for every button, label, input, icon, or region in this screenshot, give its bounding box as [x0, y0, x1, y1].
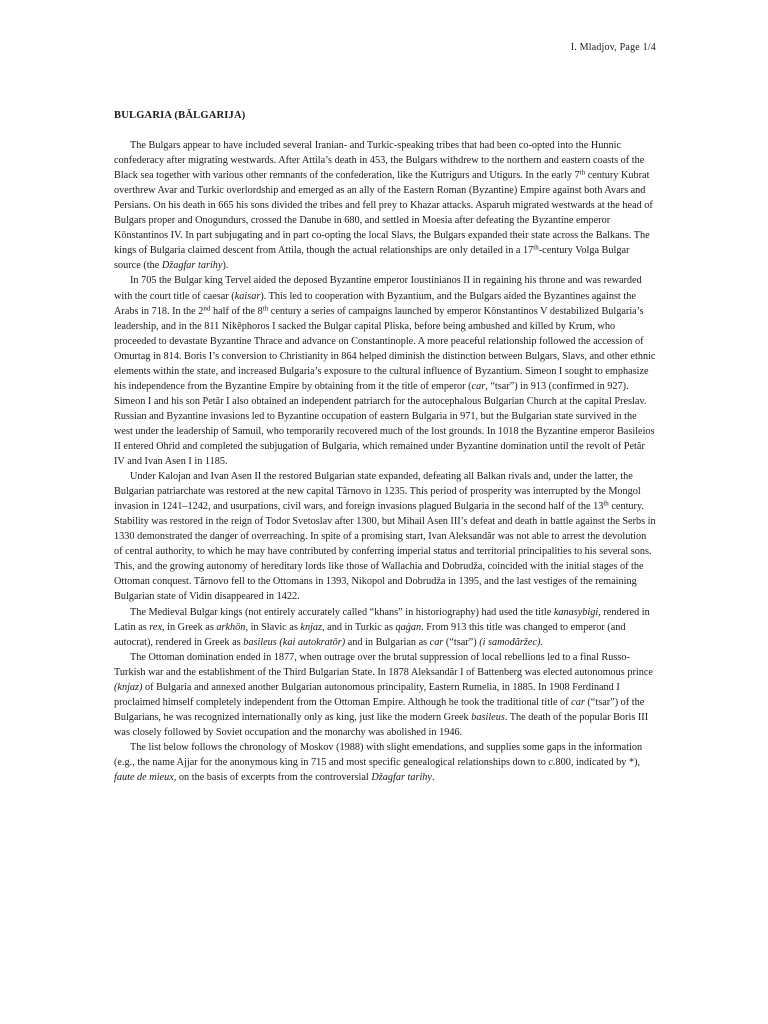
- running-header: I. Mladjov, Page 1/4: [570, 42, 656, 53]
- document-body: [114, 108, 657, 785]
- italic-text: rex: [149, 621, 163, 633]
- text-run: century Kubrat overthrew Avar and Turkic overlordship and emerged as an ally of the Eastern Roman (Byzantine) Empire against both Avars and Persians. On his death in 665 his sons divided the tribes and fell prey to Khazar attacks. Asparuh migrated westwards at the head of Bulgars proper and Onogundurs, crossed the Danube in 680, and settled in Moesia after defeating the Byzantine emperor Kōnstantinos IV. In part subjugating and in part co-opting the local Slavs, the Bulgars expanded their state across the Balkans. The kings of Bulgaria claimed descent from Attila, though the actual relationships are only detailed in a 17: [114, 170, 653, 257]
- text-run: , and in Turkic as: [322, 621, 396, 633]
- paragraph: [114, 469, 657, 604]
- text-run: , in Slavic as: [245, 621, 301, 633]
- text-run: and in Bulgarian as: [345, 636, 430, 648]
- italic-text: faute de mieux: [114, 772, 174, 784]
- text-run: The list below follows the chronology of Moskov (1988) with slight emendations, and supplies some gaps in the information (e.g., the name Ajjar for the anonymous king in 715 and most specific genealogical relationships down to: [114, 741, 643, 768]
- paragraph: [114, 740, 657, 785]
- text-run: Under Kalojan and Ivan Asen II the restored Bulgarian state expanded, defeating all Balkan rivals and, under the latter, the Bulgarian patriarchate was restored at the new capital Tărnovo in 1235. This period of prosperity was interrupted by the Mongol invasion in 1241–1242, and usurpations, civil wars, and foreign invasions plagued Bulgaria in the second half of the 13: [114, 471, 641, 513]
- italic-text: kaisar: [234, 290, 261, 302]
- text-run: half of the 8: [210, 305, 263, 317]
- superscript-text: th: [603, 499, 609, 508]
- text-run: .: [431, 772, 435, 784]
- italic-text: kanasybigi: [553, 606, 599, 618]
- paragraph: [114, 605, 657, 650]
- italic-text: car: [471, 380, 486, 392]
- text-run: In 705 the Bulgar king Tervel aided the deposed Byzantine emperor Ioustinianos II in regaining his throne and was rewarded with the court title of caesar (: [114, 275, 642, 302]
- paragraph: [114, 650, 657, 740]
- italic-text: Džagfar tarihy: [371, 772, 432, 784]
- text-run: -century Volga Bulgar source (the: [114, 245, 630, 272]
- italic-text: basileus (kai autokratōr): [243, 636, 346, 648]
- superscript-text: th: [533, 243, 539, 252]
- text-run: , on the basis of excerpts from the controversial: [173, 772, 372, 784]
- italic-text: Džagfar tarihy: [161, 260, 223, 272]
- text-run: .: [540, 636, 543, 648]
- text-run: , rendered in Latin as: [114, 606, 650, 633]
- italic-text: (i samodăržec): [479, 636, 541, 648]
- italic-text: arkhōn: [216, 621, 246, 633]
- text-run: , in Greek as: [162, 621, 217, 633]
- italic-text: c.: [548, 756, 556, 768]
- text-run: . The death of the popular Boris III was closely followed by Soviet occupation and the monarchy was abolished in 1946.: [114, 711, 649, 738]
- superscript-text: th: [579, 168, 586, 177]
- italic-text: qaġan: [395, 621, 422, 633]
- text-run: . From 913 this title was changed to emperor (and autocrat), rendered in Greek as: [114, 621, 626, 648]
- text-run: , “tsar”) in 913 (confirmed in 927). Simeon I and his son Petăr I also obtained an independent patriarch for the autocephalous Bulgarian Church at the capital Preslav. Russian and Byzantine invasions led to Byzantine occupation of eastern Bulgaria in 971, but the Bulgarian state survived in the west under the leadership of Samuil, who temporarily recovered much of the lost grounds. In 1018 the Byzantine emperor Basileios II entered Ohrid and completed the subjugation of Bulgaria, which remained under Byzantine domination until the revolt of Petăr IV and Ivan Asen I in 1185.: [114, 380, 655, 468]
- text-run: century a series of campaigns launched by emperor Kōnstantinos V destabilized Bulgaria’s leadership, and in the 811 Nikēphoros I sacked the Bulgar capital Pliska, before being ambushed and killed by Krum, who proceeded to devastate Byzantine Thrace and advance on Constantinople. A more peaceful relationship followed the accession of Omurtag in 814. Boris I’s conversion to Christianity in 864 helped diminish the distinction between Bulgars, Slavs, and other ethnic elements within the state, and increased Bulgaria’s exposure to the cultural influence of Byzantium. Simeon I sought to emphasize his independence from the Byzantine Empire by obtaining from it the title of emperor (: [114, 305, 656, 392]
- text-run: ). This led to cooperation with Byzantium, and the Bulgars aided the Byzantines against the Arabs in 718. In the 2: [114, 290, 636, 317]
- paragraph: [114, 273, 657, 469]
- document-title: BULGARIA (BĂLGARIJA): [114, 110, 246, 121]
- italic-text: car: [571, 696, 585, 708]
- text-run: of Bulgaria and annexed another Bulgarian autonomous principality, Eastern Rumelia, in 1885. In 1908 Ferdinand I proclaimed himself completely independent from the Ottoman Empire. Although he took the traditional title of: [114, 681, 620, 708]
- italic-text: knjaz: [300, 621, 323, 633]
- superscript-text: nd: [203, 304, 211, 313]
- italic-text: car: [429, 636, 444, 648]
- text-run: The Ottoman domination ended in 1877, when outrage over the brutal suppression of local rebellions led to a final Russo-Turkish war and the establishment of the Third Bulgarian State. In 1878 Aleksandăr I of Battenberg was elected autonomous prince: [114, 651, 653, 678]
- italic-text: basileus: [471, 711, 505, 723]
- paragraph-container: [114, 138, 657, 785]
- paragraph: [114, 138, 657, 273]
- text-run: 800, indicated by *),: [555, 756, 641, 768]
- text-run: The Bulgars appear to have included several Iranian- and Turkic-speaking tribes that had been co-opted into the Hunnic confederacy after migrating westwards. After Attila’s death in 453, the Bulgars withdrew to the northern and eastern coasts of the Black sea together with various other remnants of the confederation, like the Kutrigurs and Utigurs. In the early 7: [114, 140, 645, 182]
- text-run: century. Stability was restored in the reign of Todor Svetoslav after 1300, but Mihail Asen III’s defeat and death in battle against the Serbs in 1330 demonstrated the danger of overreaching. In spite of a promising start, Ivan Aleksandăr was not able to arrest the devolution of central authority, to which he may have contributed by conferring imperial status and territorial principalities to his several sons. This, and the growing autonomy of hereditary lords like those of Wallachia and Dobrudža, coincided with the initial stages of the Ottoman conquest. Tărnovo fell to the Ottomans in 1393, Nikopol and Dobrudža in 1395, and the last vestiges of the remaining Bulgarian state of Vidin disappeared in 1422.: [114, 501, 656, 603]
- italic-text: (knjaz): [114, 681, 143, 693]
- text-run: (“tsar”): [443, 636, 480, 648]
- superscript-text: th: [262, 304, 269, 313]
- text-run: The Medieval Bulgar kings (not entirely accurately called “khans” in historiography) had used the title: [130, 606, 554, 618]
- text-run: ).: [222, 260, 229, 272]
- text-run: (“tsar”) of the Bulgarians, he was recognized internationally only as king, just like the modern Greek: [114, 696, 645, 723]
